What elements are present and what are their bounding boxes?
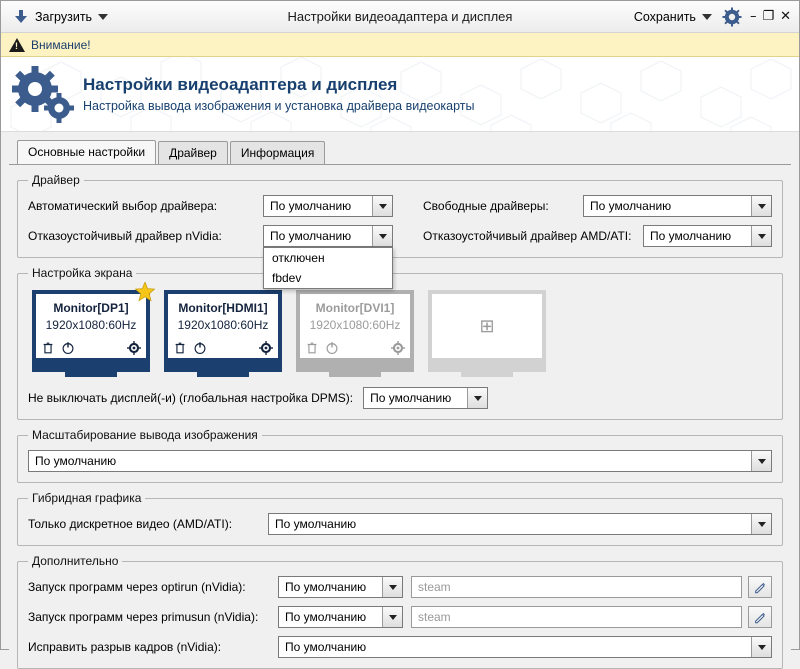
gear-icon[interactable] bbox=[127, 341, 141, 355]
monitor-base bbox=[65, 372, 117, 377]
monitor-base bbox=[329, 372, 381, 377]
load-button-label: Загрузить bbox=[35, 9, 93, 24]
nvidia-fallback-label: Отказоустойчивый драйвер nVidia: bbox=[28, 229, 222, 243]
dropdown-option-disabled[interactable]: отключен bbox=[272, 251, 325, 265]
scaling-group-legend: Масштабирование вывода изображения bbox=[32, 428, 258, 442]
nvidia-fallback-dropdown[interactable] bbox=[263, 247, 393, 289]
chevron-down-icon[interactable] bbox=[751, 451, 771, 471]
tearing-value: По умолчанию bbox=[285, 640, 367, 654]
header-banner bbox=[1, 57, 799, 132]
pencil-icon bbox=[754, 581, 767, 594]
primusrun-edit-button[interactable] bbox=[748, 606, 772, 628]
save-button[interactable] bbox=[626, 7, 720, 27]
screen-group bbox=[17, 266, 783, 420]
hybrid-value: По умолчанию bbox=[275, 517, 357, 531]
monitor-name: Monitor[DP1] bbox=[53, 301, 129, 315]
chevron-down-icon bbox=[98, 14, 108, 20]
load-button[interactable] bbox=[5, 6, 116, 28]
warning-triangle-icon bbox=[9, 38, 25, 52]
optirun-value: По умолчанию bbox=[285, 580, 367, 594]
trash-icon[interactable] bbox=[41, 341, 55, 355]
trash-icon[interactable] bbox=[173, 341, 187, 355]
hybrid-select[interactable] bbox=[268, 513, 772, 535]
dpms-select[interactable] bbox=[363, 387, 488, 409]
extra-group bbox=[17, 554, 783, 669]
primusrun-value: По умолчанию bbox=[285, 610, 367, 624]
tab-main-settings[interactable]: Основные настройки bbox=[17, 140, 156, 164]
settings-panel bbox=[9, 164, 791, 669]
monitor-card-dp1[interactable] bbox=[32, 290, 150, 377]
extra-group-legend: Дополнительно bbox=[32, 554, 119, 568]
chevron-down-icon[interactable] bbox=[467, 388, 487, 408]
tab-driver[interactable]: Драйвер bbox=[158, 141, 228, 164]
auto-driver-select[interactable] bbox=[263, 195, 393, 217]
download-icon bbox=[13, 9, 29, 25]
gear-icon[interactable] bbox=[722, 7, 742, 27]
monitor-card-dvi1[interactable] bbox=[296, 290, 414, 377]
nvidia-fallback-select[interactable] bbox=[263, 225, 393, 285]
hybrid-graphics-group bbox=[17, 491, 783, 546]
monitor-stand bbox=[428, 362, 546, 372]
auto-driver-value: По умолчанию bbox=[270, 199, 352, 213]
monitor-mode: 1920x1080:60Hz bbox=[309, 318, 401, 332]
optirun-command-placeholder: steam bbox=[418, 580, 451, 594]
monitor-base bbox=[197, 372, 249, 377]
power-icon[interactable] bbox=[193, 341, 207, 355]
primusrun-command-placeholder: steam bbox=[418, 610, 451, 624]
screen-group-legend: Настройка экрана bbox=[32, 266, 133, 280]
monitor-list bbox=[28, 290, 772, 377]
gears-icon bbox=[1, 64, 83, 124]
optirun-command-field[interactable] bbox=[411, 576, 742, 598]
optirun-label: Запуск программ через optirun (nVidia): bbox=[28, 580, 246, 594]
monitor-stand bbox=[32, 362, 150, 372]
amd-fallback-label: Отказоустойчивый драйвер AMD/ATI: bbox=[423, 229, 632, 243]
scaling-group bbox=[17, 428, 783, 483]
chevron-down-icon[interactable] bbox=[372, 196, 392, 216]
chevron-down-icon[interactable] bbox=[382, 577, 402, 597]
primusrun-command-field[interactable] bbox=[411, 606, 742, 628]
free-drivers-label: Свободные драйверы: bbox=[423, 199, 549, 213]
banner-subtitle: Настройка вывода изображения и установка драйвера видеокарты bbox=[83, 99, 475, 113]
amd-fallback-value: По умолчанию bbox=[650, 229, 732, 243]
monitor-name: Monitor[HDMI1] bbox=[178, 301, 268, 315]
tearing-select[interactable] bbox=[278, 636, 772, 658]
title-bar bbox=[1, 1, 799, 33]
monitor-screen[interactable] bbox=[296, 290, 414, 362]
chevron-down-icon[interactable] bbox=[751, 226, 771, 246]
monitor-stand bbox=[164, 362, 282, 372]
banner-title: Настройки видеоадаптера и дисплея bbox=[83, 75, 398, 94]
chevron-down-icon[interactable] bbox=[751, 637, 771, 657]
driver-group-legend: Драйвер bbox=[32, 173, 80, 187]
primusrun-label: Запуск программ через primusun (nVidia): bbox=[28, 610, 259, 624]
save-button-label: Сохранить bbox=[633, 9, 696, 24]
monitor-mode: 1920x1080:60Hz bbox=[177, 318, 269, 332]
monitor-screen[interactable] bbox=[164, 290, 282, 362]
optirun-select[interactable] bbox=[278, 576, 403, 598]
close-button[interactable]: ✕ bbox=[780, 8, 791, 24]
warning-bar bbox=[1, 33, 799, 57]
scaling-value: По умолчанию bbox=[35, 454, 117, 468]
auto-driver-label: Автоматический выбор драйвера: bbox=[28, 199, 218, 213]
monitor-stand bbox=[296, 362, 414, 372]
pencil-icon bbox=[754, 611, 767, 624]
gear-icon[interactable] bbox=[391, 341, 405, 355]
gear-icon[interactable] bbox=[259, 341, 273, 355]
chevron-down-icon[interactable] bbox=[751, 196, 771, 216]
chevron-down-icon[interactable] bbox=[382, 607, 402, 627]
monitor-name: Monitor[DVI1] bbox=[315, 301, 395, 315]
monitor-screen[interactable] bbox=[32, 290, 150, 362]
monitor-card-hdmi1[interactable] bbox=[164, 290, 282, 377]
plus-icon[interactable]: ⊞ bbox=[479, 316, 495, 336]
power-icon[interactable] bbox=[61, 341, 75, 355]
dropdown-option-fbdev[interactable]: fbdev bbox=[272, 271, 302, 285]
monitor-mode: 1920x1080:60Hz bbox=[45, 318, 137, 332]
scaling-select[interactable] bbox=[28, 450, 772, 472]
tab-info[interactable]: Информация bbox=[230, 141, 325, 164]
power-icon[interactable] bbox=[325, 341, 339, 355]
trash-icon[interactable] bbox=[305, 341, 319, 355]
primusrun-select[interactable] bbox=[278, 606, 403, 628]
tearing-label: Исправить разрыв кадров (nVidia): bbox=[28, 640, 222, 654]
dpms-value: По умолчанию bbox=[370, 391, 452, 405]
hybrid-label: Только дискретное видео (AMD/ATI): bbox=[28, 517, 233, 531]
warning-text: Внимание! bbox=[31, 37, 91, 52]
chevron-down-icon[interactable] bbox=[751, 514, 771, 534]
add-monitor-card[interactable] bbox=[428, 290, 546, 377]
maximize-button[interactable]: ❐ bbox=[762, 8, 775, 24]
chevron-down-icon[interactable] bbox=[372, 226, 392, 246]
free-drivers-select[interactable] bbox=[583, 195, 772, 217]
dpms-label: Не выключать дисплей(-и) (глобальная настройка DPMS): bbox=[28, 391, 354, 405]
monitor-base bbox=[461, 372, 513, 377]
window-title: Настройки видеоадаптера и дисплея bbox=[287, 9, 513, 24]
tab-bar bbox=[1, 140, 799, 164]
minimize-button[interactable]: – bbox=[749, 8, 757, 24]
primary-star-icon bbox=[135, 282, 155, 302]
free-drivers-value: По умолчанию bbox=[590, 199, 672, 213]
hybrid-group-legend: Гибридная графика bbox=[32, 491, 142, 505]
nvidia-fallback-value: По умолчанию bbox=[270, 229, 352, 243]
amd-fallback-select[interactable] bbox=[643, 225, 772, 247]
add-monitor-screen[interactable] bbox=[428, 290, 546, 362]
optirun-edit-button[interactable] bbox=[748, 576, 772, 598]
chevron-down-icon bbox=[702, 14, 712, 20]
